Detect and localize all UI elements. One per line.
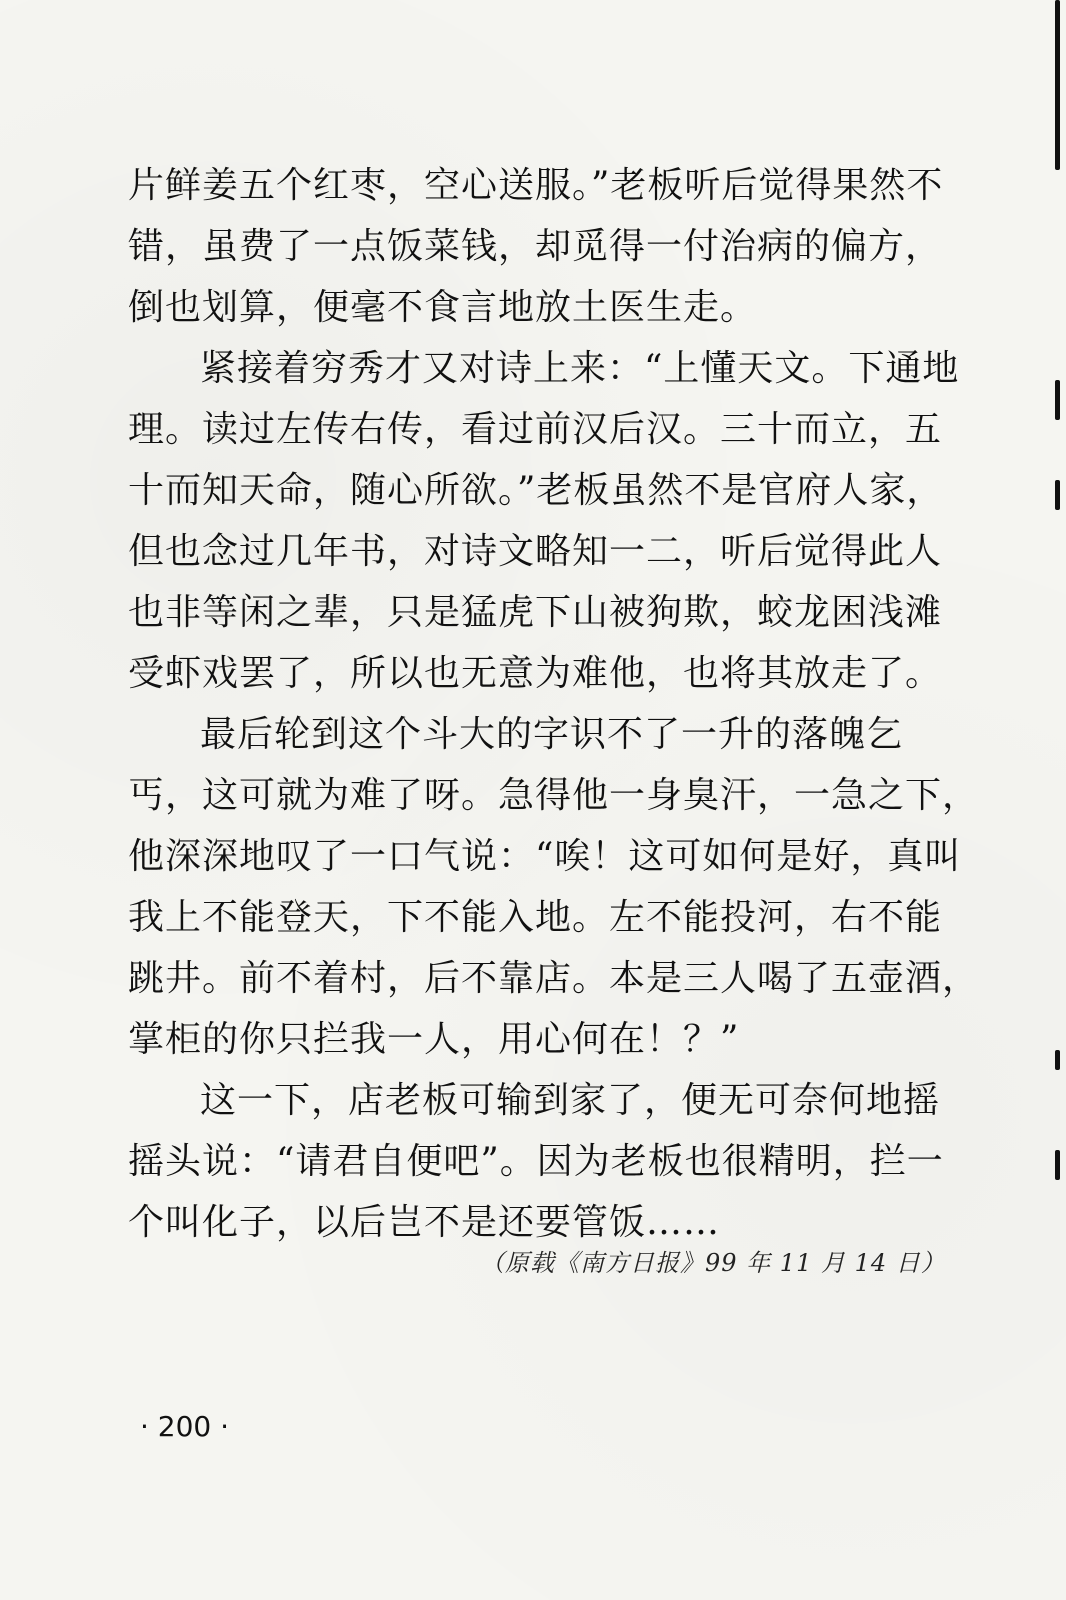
- text-line: 掌柜的你只拦我一人，用心何在！？”: [128, 1019, 740, 1060]
- text-line: 片鲜姜五个红枣，空心送服。”老板听后觉得果然不: [128, 165, 944, 206]
- scan-edge-mark: [1055, 0, 1060, 170]
- text-line: 倒也划算，便毫不食言地放土医生走。: [128, 287, 758, 328]
- source-citation: （原载《南方日报》99 年 11 月 14 日）: [480, 1249, 946, 1277]
- text-line: 错，虽费了一点饭菜钱，却觅得一付治病的偏方，: [128, 226, 943, 267]
- text-line: 丐，这可就为难了呀。急得他一身臭汗，一急之下，: [128, 775, 980, 816]
- text-line: 个叫化子，以后岂不是还要管饭……: [128, 1202, 721, 1243]
- text-line: 理。读过左传右传，看过前汉后汉。三十而立，五: [128, 409, 943, 450]
- scan-edge-mark: [1055, 380, 1060, 420]
- scan-edge-mark: [1055, 1150, 1060, 1180]
- text-line: 摇头说：“请君自便吧”。因为老板也很精明，拦一: [128, 1141, 944, 1182]
- body-text: [128, 155, 980, 1253]
- text-line: 我上不能登天，下不能入地。左不能投河，右不能: [128, 897, 943, 938]
- text-line: 十而知天命，随心所欲。”老板虽然不是官府人家，: [128, 470, 944, 511]
- text-line: 紧接着穷秀才又对诗上来：“上懂天文。下通地: [200, 348, 960, 389]
- page-number: · 200 ·: [140, 1410, 230, 1443]
- scan-edge-mark: [1055, 480, 1060, 510]
- text-line: 他深深地叹了一口气说：“唉！这可如何是好，真叫: [128, 836, 962, 877]
- text-line: 受虾戏罢了，所以也无意为难他，也将其放走了。: [128, 653, 943, 694]
- text-line: 这一下，店老板可输到家了，便无可奈何地摇: [200, 1080, 941, 1121]
- text-line: 跳井。前不着村，后不靠店。本是三人喝了五壶酒，: [128, 958, 980, 999]
- text-line: 最后轮到这个斗大的字识不了一升的落魄乞: [200, 714, 904, 755]
- text-line: 但也念过几年书，对诗文略知一二，听后觉得此人: [128, 531, 943, 572]
- scan-edge-mark: [1055, 1050, 1060, 1070]
- text-line: 也非等闲之辈，只是猛虎下山被狗欺，蛟龙困浅滩: [128, 592, 943, 633]
